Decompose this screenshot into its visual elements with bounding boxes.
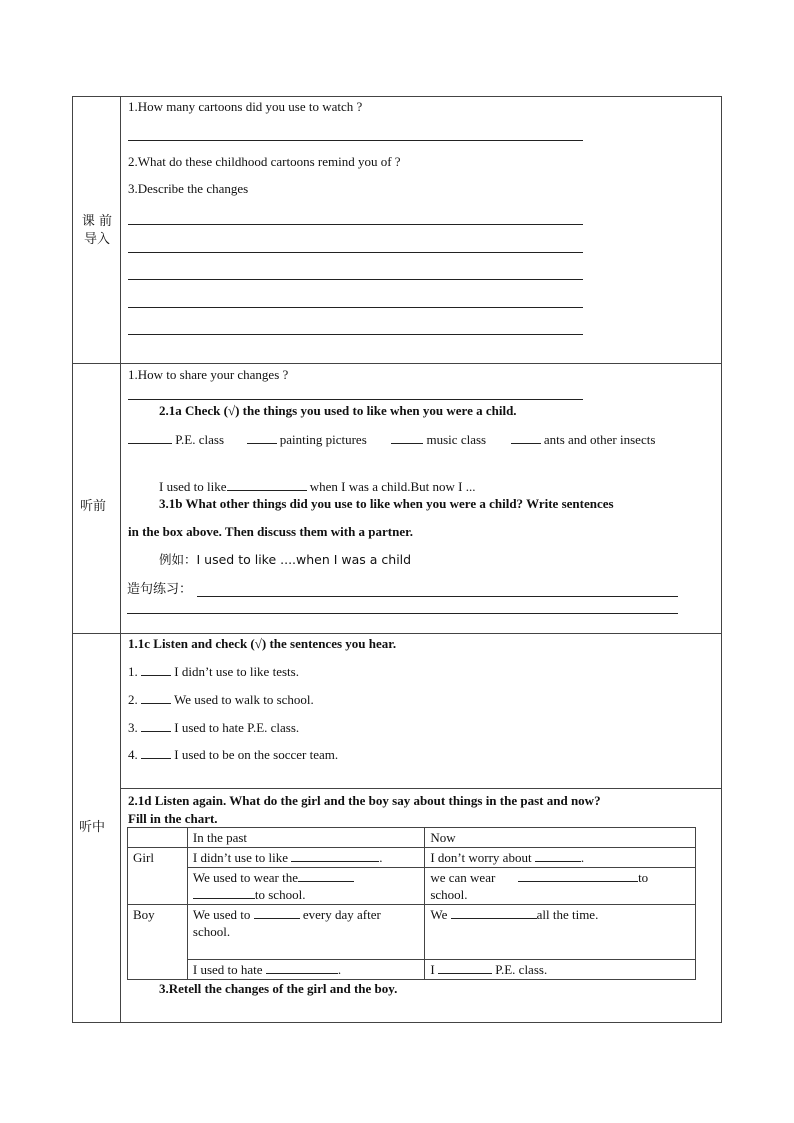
chart-cell [187, 905, 424, 960]
cell-text: school. [430, 887, 468, 902]
answer-line[interactable] [128, 279, 583, 280]
chart-header-row [128, 828, 696, 848]
item-text: I didn’t use to like tests. [174, 664, 299, 679]
answer-line[interactable] [128, 399, 583, 400]
answer-line[interactable] [128, 307, 583, 308]
check-blank[interactable] [511, 431, 541, 444]
chart-row-boy-1 [128, 905, 696, 960]
answer-line[interactable] [128, 334, 583, 335]
task-1c: 1.1c Listen and check (√) the sentences you hear. [128, 636, 397, 651]
question-share: 1.How to share your changes ? [128, 367, 289, 382]
check-blank[interactable] [247, 431, 277, 444]
cell-text: P.E. class. [495, 962, 548, 977]
answer-line[interactable] [197, 596, 678, 597]
check-blank[interactable] [141, 719, 171, 732]
content-cell-1 [120, 96, 722, 364]
chart-row-girl-2 [128, 868, 696, 905]
cell-text: school. [192, 924, 231, 939]
chart-row-boy-2 [128, 960, 696, 980]
task-1b-line2: in the box above. Then discuss them with a partner. [128, 524, 413, 539]
answer-line[interactable] [127, 613, 678, 614]
item-number: 2. [128, 692, 138, 707]
check-blank[interactable] [141, 746, 171, 759]
cell-text: to [638, 870, 649, 885]
sentence-part: when I was a child.But now I ... [306, 479, 476, 494]
cell-text: we can wear [430, 870, 496, 885]
example-sentence: 例如：I used to like ....when I was a child [159, 552, 412, 567]
listen-item [128, 746, 338, 763]
answer-line[interactable] [128, 224, 583, 225]
sentence-pattern [159, 478, 475, 495]
item-text: We used to walk to school. [174, 692, 314, 707]
listen-item [128, 663, 299, 680]
cell-text: I don’t worry about [430, 850, 532, 865]
task-1b-line1: 3.1b What other things did you use to like when you were a child? Write sentences [159, 496, 614, 511]
task-1a: 2.1a Check (√) the things you used to like when you were a child. [159, 403, 517, 418]
chart-cell [425, 868, 696, 905]
check-blank[interactable] [141, 663, 171, 676]
chart-cell: I didn’t use to like . [187, 848, 424, 868]
question-2: 2.What do these childhood cartoons remind you of ? [128, 154, 401, 169]
chart-cell [425, 905, 696, 960]
task-1d-line2: Fill in the chart. [128, 811, 218, 826]
chart-cell [187, 868, 424, 905]
fill-blank[interactable] [227, 478, 307, 491]
check-blank[interactable] [391, 431, 423, 444]
fill-blank[interactable] [291, 849, 379, 862]
task-retell: 3.Retell the changes of the girl and the boy. [159, 981, 398, 996]
chart-row-girl-1 [128, 848, 696, 868]
item-text: I used to hate P.E. class. [174, 720, 300, 735]
cell-text: all the time. [536, 907, 599, 922]
answer-line[interactable] [128, 252, 583, 253]
option-label: P.E. class [175, 432, 224, 447]
item-text: I used to be on the soccer team. [174, 747, 339, 762]
chart-cell [425, 960, 696, 980]
cell-text: We [430, 907, 448, 922]
practice-label: 造句练习： [127, 582, 193, 597]
fill-blank[interactable] [438, 961, 492, 974]
fill-in-chart [127, 827, 696, 980]
question-3: 3.Describe the changes [128, 181, 249, 196]
option-label: ants and other insects [543, 432, 656, 447]
check-blank[interactable] [128, 431, 172, 444]
fill-blank[interactable] [254, 906, 300, 919]
content-cell-3a [120, 633, 722, 789]
fill-blank[interactable] [266, 961, 338, 974]
item-number: 1. [128, 664, 138, 679]
cell-text: I [430, 962, 435, 977]
section-label-pre-class: 课 前 导入 [81, 214, 113, 247]
cell-text: to school. [254, 887, 306, 902]
fill-blank[interactable] [535, 849, 581, 862]
sentence-part: I used to like [159, 479, 227, 494]
answer-line[interactable] [128, 140, 583, 141]
item-number: 3. [128, 720, 138, 735]
option-label: music class [426, 432, 487, 447]
fill-blank[interactable] [193, 886, 255, 899]
section-label-pre-listening: 听前 [80, 499, 107, 514]
fill-blank[interactable] [298, 869, 354, 882]
item-number: 4. [128, 747, 138, 762]
row-label-girl: Girl [128, 848, 188, 905]
cell-text: We used to wear the [192, 870, 298, 885]
fill-blank[interactable] [518, 869, 638, 882]
cell-text: I didn’t use to like [192, 850, 288, 865]
question-1: 1.How many cartoons did you use to watch ? [128, 99, 363, 114]
fill-blank[interactable] [451, 906, 537, 919]
header-past: In the past [187, 828, 424, 848]
task-1d-line1: 2.1d Listen again. What do the girl and the boy say about things in the past and now? [128, 793, 601, 808]
chart-cell: I used to hate . [187, 960, 424, 980]
option-label: painting pictures [279, 432, 367, 447]
chart-corner [128, 828, 188, 848]
cell-text: every day after [302, 907, 381, 922]
check-blank[interactable] [141, 691, 171, 704]
cell-text: We used to [192, 907, 251, 922]
row-label-boy: Boy [128, 905, 188, 980]
cell-text: I used to hate [192, 962, 263, 977]
listen-item [128, 719, 299, 736]
header-now: Now [425, 828, 696, 848]
check-option-row [128, 431, 655, 448]
listen-item [128, 691, 314, 708]
chart-cell: I don’t worry about . [425, 848, 696, 868]
section-label-while-listening: 听中 [79, 820, 106, 835]
